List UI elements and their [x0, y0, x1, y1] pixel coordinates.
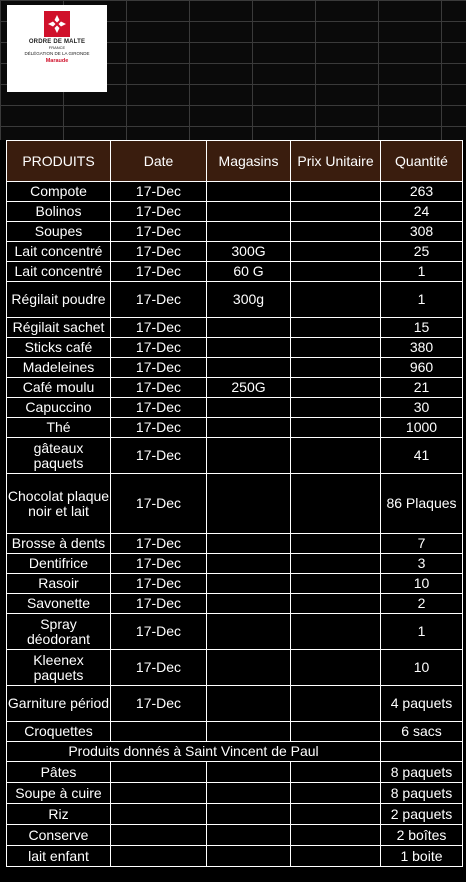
table-row [7, 474, 463, 534]
cell-produit[interactable]: Madeleines [7, 358, 111, 378]
cell-date[interactable]: 17-Dec [111, 438, 207, 474]
cell-date[interactable]: 17-Dec [111, 202, 207, 222]
cell-prix[interactable] [291, 182, 381, 202]
table-row [7, 783, 463, 804]
cell-magasin[interactable] [207, 398, 291, 418]
cell-prix[interactable] [291, 202, 381, 222]
cell-magasin[interactable] [207, 804, 291, 825]
table-row [7, 846, 463, 867]
cell-quantite[interactable]: 86 Plaques [381, 474, 463, 534]
cell-quantite[interactable]: 308 [381, 222, 463, 242]
cell-magasin[interactable] [207, 318, 291, 338]
cell-date[interactable]: 17-Dec [111, 474, 207, 534]
cell-produit[interactable]: Conserve [7, 825, 111, 846]
cell-magasin[interactable] [207, 474, 291, 534]
table-row [7, 594, 463, 614]
cell-date[interactable]: 17-Dec [111, 262, 207, 282]
cell-produit[interactable]: Brosse à dents [7, 534, 111, 554]
cell-date[interactable]: 17-Dec [111, 418, 207, 438]
cell-magasin[interactable] [207, 574, 291, 594]
table-row [7, 318, 463, 338]
table-row [7, 574, 463, 594]
cell-quantite[interactable]: 1000 [381, 418, 463, 438]
cell-magasin[interactable] [207, 222, 291, 242]
cell-magasin[interactable] [207, 534, 291, 554]
cell-date[interactable]: 17-Dec [111, 282, 207, 318]
table-row [7, 418, 463, 438]
cell-prix[interactable] [291, 398, 381, 418]
cell-magasin[interactable] [207, 686, 291, 722]
cell-prix[interactable] [291, 686, 381, 722]
cell-produit[interactable]: Rasoir [7, 574, 111, 594]
table-row [7, 534, 463, 554]
cell-quantite[interactable]: 15 [381, 318, 463, 338]
cell-magasin[interactable] [207, 594, 291, 614]
cell-produit[interactable]: Compote [7, 182, 111, 202]
cell-date[interactable]: 17-Dec [111, 358, 207, 378]
cell-quantite[interactable]: 30 [381, 398, 463, 418]
table-row [7, 804, 463, 825]
cell-quantite[interactable]: 3 [381, 554, 463, 574]
cell-prix[interactable] [291, 318, 381, 338]
table-row [7, 825, 463, 846]
table-row [7, 282, 463, 318]
cell-magasin[interactable] [207, 650, 291, 686]
cell-produit[interactable]: Garniture périod [7, 686, 111, 722]
cell-prix[interactable] [291, 474, 381, 534]
header-quantite[interactable]: Quantité [381, 141, 463, 182]
cell-date[interactable] [111, 846, 207, 867]
cell-quantite[interactable]: 1 [381, 282, 463, 318]
cell-prix[interactable] [291, 614, 381, 650]
table-row [7, 686, 463, 722]
cell-quantite[interactable]: 960 [381, 358, 463, 378]
cell-date[interactable] [111, 825, 207, 846]
cell-produit[interactable]: Sticks café [7, 338, 111, 358]
table-row [7, 650, 463, 686]
cell-prix[interactable] [291, 762, 381, 783]
cell-produit[interactable]: Lait concentré [7, 242, 111, 262]
cell-quantite[interactable]: 263 [381, 182, 463, 202]
cell-magasin[interactable] [207, 358, 291, 378]
cell-prix[interactable] [291, 574, 381, 594]
cell-prix[interactable] [291, 554, 381, 574]
cell-magasin[interactable] [207, 438, 291, 474]
cell-magasin[interactable] [207, 846, 291, 867]
logo-country: FRANCE [48, 45, 66, 50]
logo-delegation: DÉLÉGATION DE LA GIRONDE [24, 51, 90, 56]
cell-magasin[interactable] [207, 783, 291, 804]
section-title-row [7, 742, 463, 762]
cell-produit[interactable]: Chocolat plaque noir et lait [7, 474, 111, 534]
table-row [7, 554, 463, 574]
cell-produit[interactable]: gâteaux paquets [7, 438, 111, 474]
cell-prix[interactable] [291, 338, 381, 358]
logo-title: ORDRE DE MALTE [28, 39, 86, 45]
table-row [7, 614, 463, 650]
cell-date[interactable]: 17-Dec [111, 650, 207, 686]
cell-quantite[interactable]: 2 paquets [381, 804, 463, 825]
table-row [7, 378, 463, 398]
cell-date[interactable]: 17-Dec [111, 242, 207, 262]
cell-date[interactable]: 17-Dec [111, 378, 207, 398]
table-row [7, 762, 463, 783]
cell-date[interactable] [111, 804, 207, 825]
cell-quantite[interactable]: 25 [381, 242, 463, 262]
cell-date[interactable]: 17-Dec [111, 318, 207, 338]
table-row [7, 222, 463, 242]
cell-prix[interactable] [291, 418, 381, 438]
cell-produit[interactable]: lait enfant [7, 846, 111, 867]
cell-quantite[interactable]: 8 paquets [381, 783, 463, 804]
cell-produit[interactable]: Régilait poudre [7, 282, 111, 318]
cell-date[interactable] [111, 783, 207, 804]
cell-produit[interactable]: Soupes [7, 222, 111, 242]
cell-date[interactable]: 17-Dec [111, 594, 207, 614]
maltese-cross-icon [44, 11, 70, 37]
cell-prix[interactable] [291, 722, 381, 742]
cell-date[interactable]: 17-Dec [111, 574, 207, 594]
header-magasins[interactable]: Magasins [207, 141, 291, 182]
cell-date[interactable] [111, 762, 207, 783]
cell-magasin[interactable]: 300g [207, 282, 291, 318]
cell-produit[interactable]: Régilait sachet [7, 318, 111, 338]
cell-quantite[interactable]: 24 [381, 202, 463, 222]
cell-quantite[interactable]: 1 [381, 614, 463, 650]
cell-quantite[interactable]: 10 [381, 650, 463, 686]
cell-date[interactable]: 17-Dec [111, 398, 207, 418]
cell-prix[interactable] [291, 594, 381, 614]
cell-magasin[interactable]: 300G [207, 242, 291, 262]
cell-quantite[interactable]: 2 boîtes [381, 825, 463, 846]
cell-produit[interactable]: Lait concentré [7, 262, 111, 282]
cell-quantite[interactable]: 8 paquets [381, 762, 463, 783]
cell-prix[interactable] [291, 222, 381, 242]
cell-produit[interactable]: Dentifrice [7, 554, 111, 574]
cell-quantite[interactable]: 10 [381, 574, 463, 594]
header-date[interactable]: Date [111, 141, 207, 182]
cell-produit[interactable]: Capuccino [7, 398, 111, 418]
table-row [7, 398, 463, 418]
cell-quantite[interactable] [381, 742, 463, 762]
products-table [6, 140, 463, 867]
cell-magasin[interactable] [207, 614, 291, 650]
cell-magasin[interactable] [207, 554, 291, 574]
table-row [7, 722, 463, 742]
cell-magasin[interactable] [207, 762, 291, 783]
cell-magasin[interactable] [207, 202, 291, 222]
cell-magasin[interactable] [207, 825, 291, 846]
cell-produit[interactable]: Thé [7, 418, 111, 438]
table-row [7, 202, 463, 222]
table-row [7, 182, 463, 202]
cell-produit[interactable]: Café moulu [7, 378, 111, 398]
header-produits[interactable]: PRODUITS [7, 141, 111, 182]
cell-date[interactable]: 17-Dec [111, 338, 207, 358]
cell-prix[interactable] [291, 534, 381, 554]
cell-quantite[interactable]: 21 [381, 378, 463, 398]
header-prix-unitaire[interactable]: Prix Unitaire [291, 141, 381, 182]
cell-quantite[interactable]: 1 [381, 262, 463, 282]
cell-prix[interactable] [291, 262, 381, 282]
cell-magasin[interactable] [207, 418, 291, 438]
cell-prix[interactable] [291, 650, 381, 686]
cell-quantite[interactable]: 380 [381, 338, 463, 358]
cell-quantite[interactable]: 2 [381, 594, 463, 614]
cell-magasin[interactable] [207, 182, 291, 202]
table-row [7, 438, 463, 474]
cell-prix[interactable] [291, 282, 381, 318]
cell-quantite[interactable]: 4 paquets [381, 686, 463, 722]
cell-quantite[interactable]: 1 boite [381, 846, 463, 867]
cell-produit[interactable]: Spray déodorant [7, 614, 111, 650]
cell-prix[interactable] [291, 378, 381, 398]
cell-prix[interactable] [291, 783, 381, 804]
cell-prix[interactable] [291, 358, 381, 378]
ordre-de-malte-logo [7, 5, 107, 92]
cell-produit[interactable]: Bolinos [7, 202, 111, 222]
cell-prix[interactable] [291, 825, 381, 846]
cell-produit[interactable]: Soupe à cuire [7, 783, 111, 804]
cell-magasin[interactable]: 60 G [207, 262, 291, 282]
cell-date[interactable]: 17-Dec [111, 534, 207, 554]
cell-date[interactable]: 17-Dec [111, 614, 207, 650]
table-header-row [7, 141, 463, 182]
cell-prix[interactable] [291, 804, 381, 825]
cell-produit[interactable]: Savonette [7, 594, 111, 614]
cell-magasin[interactable] [207, 338, 291, 358]
cell-prix[interactable] [291, 242, 381, 262]
cell-magasin[interactable] [207, 722, 291, 742]
cell-date[interactable] [111, 722, 207, 742]
section-title[interactable]: Produits donnés à Saint Vincent de Paul [7, 742, 381, 762]
logo-maraude: Maraude [45, 58, 69, 64]
table-row [7, 242, 463, 262]
table-row [7, 358, 463, 378]
cell-quantite[interactable]: 6 sacs [381, 722, 463, 742]
cell-date[interactable]: 17-Dec [111, 686, 207, 722]
cell-produit[interactable]: Croquettes [7, 722, 111, 742]
cell-produit[interactable]: Riz [7, 804, 111, 825]
cell-quantite[interactable]: 41 [381, 438, 463, 474]
cell-magasin[interactable]: 250G [207, 378, 291, 398]
table-row [7, 262, 463, 282]
cell-date[interactable]: 17-Dec [111, 554, 207, 574]
cell-date[interactable]: 17-Dec [111, 182, 207, 202]
cell-date[interactable]: 17-Dec [111, 222, 207, 242]
cell-produit[interactable]: Kleenex paquets [7, 650, 111, 686]
cell-quantite[interactable]: 7 [381, 534, 463, 554]
table-row [7, 338, 463, 358]
cell-produit[interactable]: Pâtes [7, 762, 111, 783]
cell-prix[interactable] [291, 438, 381, 474]
cell-prix[interactable] [291, 846, 381, 867]
